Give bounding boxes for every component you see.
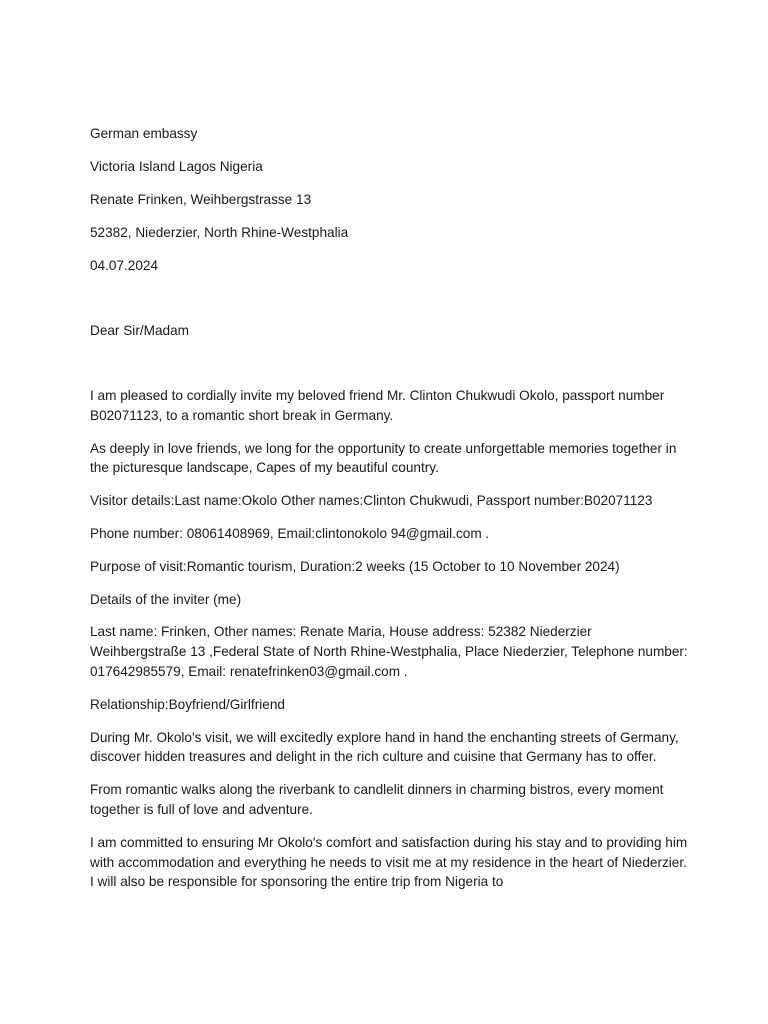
paragraph-purpose: Purpose of visit:Romantic tourism, Duration:2 weeks (15 October to 10 November 2024)	[90, 558, 620, 574]
paragraph-romantic-walks: From romantic walks along the riverbank to candlelit dinners in charming bistros, every moment together is full of love and adventure.	[90, 782, 664, 817]
sender-name-street: Renate Frinken, Weihbergstrasse 13	[90, 192, 312, 207]
paragraph-commitment: I am committed to ensuring Mr Okolo's comfort and satisfaction during his stay and to providing him with accommodation and everything he needs to visit me at my residence in the heart of Niederzier. I will also be responsible for sponsoring the entire trip from Nigeria to	[90, 834, 688, 890]
recipient-name: German embassy	[90, 126, 198, 141]
paragraph-memories: As deeply in love friends, we long for the opportunity to create unforgettable memories together in the picturesque landscape, Capes of my beautiful country.	[90, 440, 677, 476]
sender-city-state: 52382, Niederzier, North Rhine-Westphalia	[90, 225, 349, 240]
paragraph-invitation: I am pleased to cordially invite my beloved friend Mr. Clinton Chukwudi Okolo, passport number B02071123, to a romantic short break in Germany.	[90, 388, 665, 423]
paragraph-visit-plans: During Mr. Okolo's visit, we will excitedly explore hand in hand the enchanting streets of Germany, discover hidden treasures and delight in the rich culture and cuisine that Germany has to offer.	[90, 729, 679, 765]
paragraph-relationship: Relationship:Boyfriend/Girlfriend	[90, 696, 285, 712]
paragraph-inviter-heading: Details of the inviter (me)	[90, 591, 242, 607]
paragraph-visitor-contact: Phone number: 08061408969, Email:clintonokolo 94@gmail.com .	[90, 525, 490, 541]
salutation: Dear Sir/Madam	[90, 323, 189, 338]
paragraph-inviter-details: Last name: Frinken, Other names: Renate Maria, House address: 52382 Niederzier Weihbergstraße 13 ,Federal State of North Rhine-Westphalia, Place Niederzier, Telephone number: 017642985579, Email: renatefrinken03@gmail.com .	[90, 624, 688, 679]
recipient-address: Victoria Island Lagos Nigeria	[90, 159, 263, 174]
paragraph-visitor-details: Visitor details:Last name:Okolo Other names:Clinton Chukwudi, Passport number:B02071123	[90, 493, 653, 509]
letter-body	[90, 124, 690, 892]
letter-date: 04.07.2024	[90, 258, 159, 273]
